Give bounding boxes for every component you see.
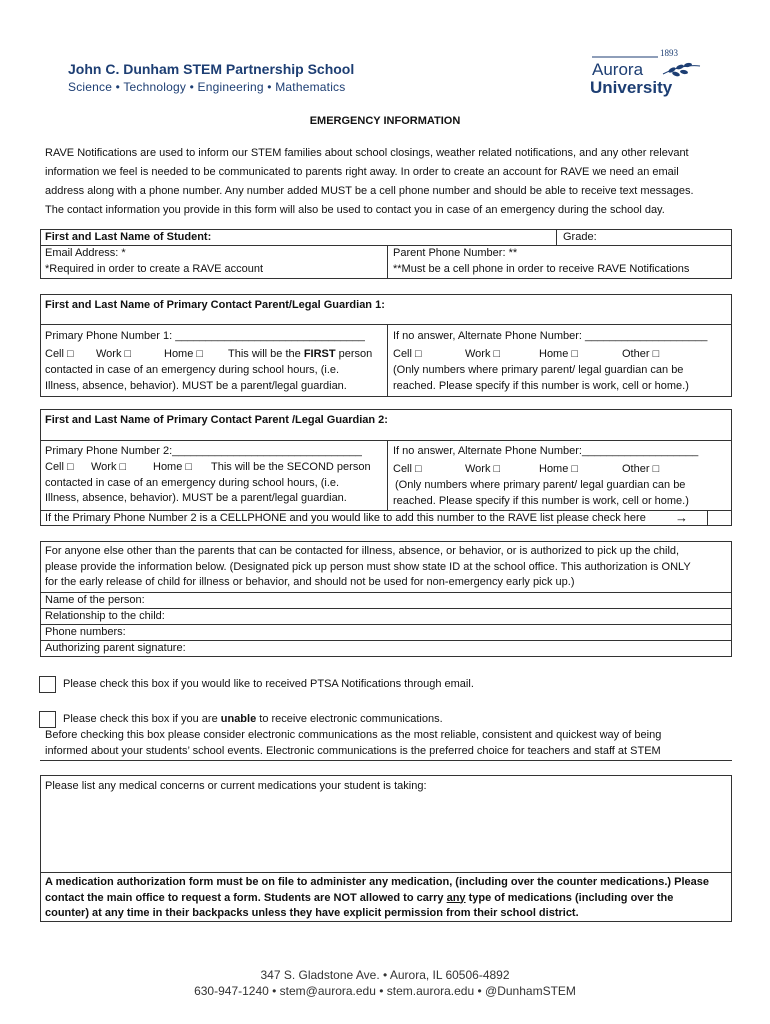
logo-year: 1893 <box>660 48 678 58</box>
page-title: EMERGENCY INFORMATION <box>309 115 461 127</box>
pickup-line: please provide the information below. (Designated pick up person must show state ID at the school office. This authorization is ONLY <box>45 560 691 573</box>
guardian1-alt-other-checkbox[interactable]: Other □ <box>622 348 660 360</box>
pickup-line: For anyone else other than the parents that can be contacted for illness, absence, or behavior, or is authorized to pick up the child, <box>45 545 680 557</box>
guardian1-alt-note-line: (Only numbers where primary parent/ legal guardian can be <box>393 364 684 376</box>
aurora-university-logo <box>588 44 708 104</box>
email-field[interactable]: Email Address: * <box>45 247 126 259</box>
guardian1-alt-work-checkbox[interactable]: Work □ <box>465 348 501 360</box>
pickup-name-field[interactable]: Name of the person: <box>45 594 145 606</box>
logo-aurora: Aurora <box>592 60 644 79</box>
guardian1-work-checkbox[interactable]: Work □ <box>96 348 132 360</box>
guardian1-note-line: Illness, absence, behavior). MUST be a parent/legal guardian. <box>45 380 347 392</box>
guardian2-alt-home-checkbox[interactable]: Home □ <box>539 463 579 475</box>
pickup-relationship-field[interactable]: Relationship to the child: <box>45 610 165 622</box>
school-name: John C. Dunham STEM Partnership School <box>68 61 355 77</box>
electronic-note-line: Before checking this box please consider electronic communications as the most reliable, consistent and quickest way of being <box>45 729 662 741</box>
school-subtitle: Science • Technology • Engineering • Mathematics <box>68 80 346 94</box>
electronic-note-line: informed about your students’ school events. Electronic communications is the preferred choice for teachers and staff at STEM <box>45 745 661 757</box>
intro-line: RAVE Notifications are used to inform our STEM families about school closings, weather related notifications, and any other relevant <box>45 147 689 159</box>
guardian1-phone-field[interactable]: Primary Phone Number 1: _______________________________ <box>45 330 365 342</box>
intro-line: The contact information you provide in this form will also be used to contact you in case of an emergency during the school day. <box>45 204 665 216</box>
guardian2-cell-checkbox[interactable]: Cell □ <box>45 461 74 473</box>
guardian2-name-field[interactable]: First and Last Name of Primary Contact Parent /Legal Guardian 2: <box>45 414 388 426</box>
guardian2-alt-other-checkbox[interactable]: Other □ <box>622 463 660 475</box>
logo-university: University <box>590 78 673 97</box>
guardian2-home-checkbox[interactable]: Home □ <box>153 461 193 473</box>
pickup-signature-field[interactable]: Authorizing parent signature: <box>45 642 186 654</box>
intro-line: information we feel is needed to be communicated to parents right away. In order to create an account for RAVE we need an email <box>45 166 679 178</box>
guardian2-alt-note-line: (Only numbers where primary parent/ legal guardian can be <box>395 479 686 491</box>
guardian2-alt-work-checkbox[interactable]: Work □ <box>465 463 501 475</box>
grade-field[interactable]: Grade: <box>563 231 597 243</box>
guardian2-phone-field[interactable]: Primary Phone Number 2:_______________________________ <box>45 445 362 457</box>
guardian1-note-line: contacted in case of an emergency during school hours, (i.e. <box>45 364 340 376</box>
guardian2-alt-phone-field[interactable]: If no answer, Alternate Phone Number:___________________ <box>393 445 699 457</box>
guardian2-note-line: contacted in case of an emergency during school hours, (i.e. <box>45 477 340 489</box>
pickup-phones-field[interactable]: Phone numbers: <box>45 626 126 638</box>
guardian1-alt-home-checkbox[interactable]: Home □ <box>539 348 579 360</box>
guardian1-alt-note-line: reached. Please specify if this number is work, cell or home.) <box>393 380 689 392</box>
intro-line: address along with a phone number. Any number added MUST be a cell phone number and should be able to receive text messages. <box>45 185 694 197</box>
ptsa-label: Please check this box if you would like to received PTSA Notifications through email. <box>63 678 474 690</box>
email-required-note: *Required in order to create a RAVE account <box>45 263 264 275</box>
guardian2-alt-cell-checkbox[interactable]: Cell □ <box>393 463 422 475</box>
medication-policy-note <box>45 875 730 922</box>
ptsa-checkbox[interactable] <box>39 676 56 693</box>
medication-note-line: counter) at any time in their backpacks unless they have explicit permission from their school district. <box>45 907 579 919</box>
guardian2-work-checkbox[interactable]: Work □ <box>91 461 127 473</box>
pickup-line: for the early release of child for illness or behavior, and should not be used for non-emergency early pick up.) <box>45 576 575 588</box>
guardian1-cell-checkbox[interactable]: Cell □ <box>45 348 74 360</box>
phone-cell-note: **Must be a cell phone in order to receive RAVE Notifications <box>393 263 690 275</box>
rave-cellphone-note: If the Primary Phone Number 2 is a CELLPHONE and you would like to add this number to the RAVE list please check here <box>45 512 646 524</box>
guardian1-alt-cell-checkbox[interactable]: Cell □ <box>393 348 422 360</box>
parent-phone-field[interactable]: Parent Phone Number: ** <box>393 247 518 259</box>
arrow-right-icon: → <box>675 510 688 525</box>
student-name-field[interactable]: First and Last Name of Student: <box>45 231 212 243</box>
guardian2-alt-note-line: reached. Please specify if this number is work, cell or home.) <box>393 495 689 507</box>
pickup-instructions <box>45 544 730 591</box>
intro-text <box>45 144 735 220</box>
footer-address: 347 S. Gladstone Ave. • Aurora, IL 60506-4892 <box>260 968 510 982</box>
medication-note-line: contact the main office to request a form. Students are NOT allowed to carry any type of medications (including over the <box>45 891 674 904</box>
footer-contact: 630-947-1240 • stem@aurora.edu • stem.aurora.edu • @DunhamSTEM <box>194 984 576 998</box>
rave-add-checkbox[interactable] <box>708 511 731 525</box>
guardian1-name-field[interactable]: First and Last Name of Primary Contact Parent/Legal Guardian 1: <box>45 299 385 311</box>
guardian1-alt-phone-field[interactable]: If no answer, Alternate Phone Number: ____________________ <box>393 330 708 342</box>
no-electronic-checkbox[interactable] <box>39 711 56 728</box>
medical-concerns-field[interactable]: Please list any medical concerns or current medications your student is taking: <box>45 780 427 792</box>
guardian1-first-note: This will be the FIRST person <box>228 348 373 360</box>
guardian1-home-checkbox[interactable]: Home □ <box>164 348 204 360</box>
guardian2-second-note: This will be the SECOND person <box>211 461 371 473</box>
guardian2-note-line: Illness, absence, behavior). MUST be a parent/legal guardian. <box>45 492 347 504</box>
medication-note-line: A medication authorization form must be on file to administer any medication, (including over the counter medications.) Please <box>45 876 709 888</box>
no-electronic-label: Please check this box if you are unable to receive electronic communications. <box>63 713 443 725</box>
